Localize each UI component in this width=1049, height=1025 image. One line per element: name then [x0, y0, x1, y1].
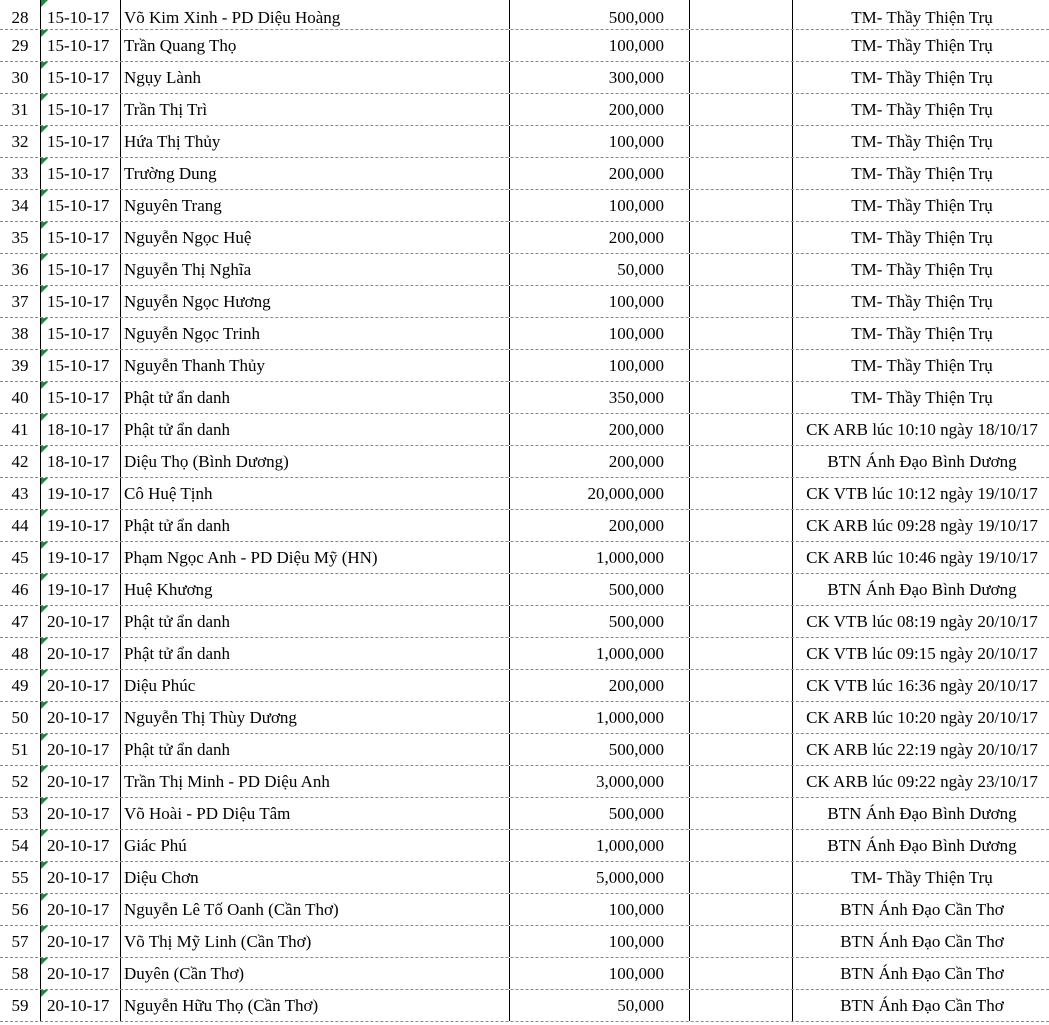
donor-name-cell[interactable]: Trần Quang Thọ — [121, 30, 510, 61]
donor-name-cell[interactable]: Diệu Phúc — [121, 670, 510, 701]
date-cell[interactable]: 20-10-17 — [41, 894, 121, 925]
cell-note-marker-icon — [41, 798, 48, 805]
cell-note-marker-icon — [41, 286, 48, 293]
cell-note-marker-icon — [41, 830, 48, 837]
table-row — [0, 30, 1049, 62]
date-cell[interactable]: 20-10-17 — [41, 798, 121, 829]
amount-cell[interactable]: 100,000 — [510, 318, 690, 349]
blank-cell[interactable] — [690, 254, 793, 285]
table-row — [0, 510, 1049, 542]
donor-name-cell[interactable]: Trần Thị Trì — [121, 94, 510, 125]
table-row — [0, 958, 1049, 990]
blank-cell[interactable] — [690, 158, 793, 189]
table-row — [0, 318, 1049, 350]
blank-cell[interactable] — [690, 862, 793, 893]
donor-name-cell[interactable]: Phạm Ngọc Anh - PD Diệu Mỹ (HN) — [121, 542, 510, 573]
amount-cell[interactable]: 200,000 — [510, 446, 690, 477]
row-number-cell[interactable]: 48 — [0, 638, 41, 669]
blank-cell[interactable] — [690, 926, 793, 957]
date-cell[interactable]: 15-10-17 — [41, 254, 121, 285]
row-number-cell[interactable]: 40 — [0, 382, 41, 413]
donor-name-cell[interactable]: Phật tử ẩn danh — [121, 510, 510, 541]
cell-note-marker-icon — [41, 542, 48, 549]
cell-note-marker-icon — [41, 990, 48, 997]
cell-note-marker-icon — [41, 0, 48, 7]
amount-cell[interactable]: 500,000 — [510, 0, 690, 29]
table-row — [0, 158, 1049, 190]
payment-note-cell[interactable]: TM- Thầy Thiện Trụ — [851, 36, 993, 55]
row-number-cell[interactable]: 31 — [0, 94, 41, 125]
donor-name-cell[interactable]: Phật tử ẩn danh — [121, 414, 510, 445]
amount-cell[interactable]: 350,000 — [510, 382, 690, 413]
amount-cell[interactable]: 1,000,000 — [510, 638, 690, 669]
payment-note-cell[interactable]: CK ARB lúc 22:19 ngày 20/10/17 — [806, 740, 1038, 759]
table-row — [0, 478, 1049, 510]
row-number-cell[interactable]: 43 — [0, 478, 41, 509]
blank-cell[interactable] — [690, 478, 793, 509]
donor-name-cell[interactable]: Trường Dung — [121, 158, 510, 189]
blank-cell[interactable] — [690, 286, 793, 317]
blank-cell[interactable] — [690, 734, 793, 765]
table-row — [0, 446, 1049, 478]
row-number-cell[interactable]: 33 — [0, 158, 41, 189]
donor-name-cell[interactable]: Hứa Thị Thủy — [121, 126, 510, 157]
table-row — [0, 126, 1049, 158]
cell-note-marker-icon — [41, 862, 48, 869]
table-row — [0, 734, 1049, 766]
row-number-cell[interactable]: 53 — [0, 798, 41, 829]
row-number-cell[interactable]: 38 — [0, 318, 41, 349]
amount-cell[interactable]: 3,000,000 — [510, 766, 690, 797]
payment-note-cell[interactable]: TM- Thầy Thiện Trụ — [851, 292, 993, 311]
donor-name-cell[interactable]: Diệu Chơn — [121, 862, 510, 893]
blank-cell[interactable] — [690, 638, 793, 669]
donor-name-cell[interactable]: Phật tử ẩn danh — [121, 606, 510, 637]
blank-cell[interactable] — [690, 62, 793, 93]
donor-name-cell[interactable]: Huệ Khương — [121, 574, 510, 605]
amount-cell[interactable]: 100,000 — [510, 30, 690, 61]
date-cell[interactable]: 15-10-17 — [41, 382, 121, 413]
amount-cell[interactable]: 200,000 — [510, 94, 690, 125]
date-cell[interactable]: 20-10-17 — [41, 670, 121, 701]
date-cell[interactable]: 15-10-17 — [41, 222, 121, 253]
donor-name-cell[interactable]: Phật tử ẩn danh — [121, 382, 510, 413]
row-number-cell[interactable]: 56 — [0, 894, 41, 925]
date-cell[interactable]: 15-10-17 — [41, 0, 121, 29]
table-row — [0, 254, 1049, 286]
row-number-cell[interactable]: 30 — [0, 62, 41, 93]
table-row — [0, 222, 1049, 254]
row-number-cell[interactable]: 37 — [0, 286, 41, 317]
cell-note-marker-icon — [41, 94, 48, 101]
donor-name-cell[interactable]: Trần Thị Minh - PD Diệu Anh — [121, 766, 510, 797]
row-number-cell[interactable]: 49 — [0, 670, 41, 701]
date-cell[interactable]: 20-10-17 — [41, 958, 121, 989]
payment-note-cell[interactable]: BTN Ánh Đạo Cần Thơ — [840, 996, 1004, 1015]
payment-note-cell[interactable]: CK VTB lúc 16:36 ngày 20/10/17 — [806, 676, 1038, 695]
blank-cell[interactable] — [690, 542, 793, 573]
blank-cell[interactable] — [690, 510, 793, 541]
blank-cell[interactable] — [690, 670, 793, 701]
cell-note-marker-icon — [41, 30, 48, 37]
amount-cell[interactable]: 1,000,000 — [510, 702, 690, 733]
cell-note-marker-icon — [41, 414, 48, 421]
date-cell[interactable]: 20-10-17 — [41, 862, 121, 893]
blank-cell[interactable] — [690, 606, 793, 637]
blank-cell[interactable] — [690, 894, 793, 925]
payment-note-cell[interactable]: BTN Ánh Đạo Cần Thơ — [840, 964, 1004, 983]
blank-cell[interactable] — [690, 574, 793, 605]
table-row — [0, 638, 1049, 670]
table-row — [0, 414, 1049, 446]
payment-note-cell[interactable]: TM- Thầy Thiện Trụ — [851, 388, 993, 407]
date-cell[interactable]: 15-10-17 — [41, 350, 121, 381]
blank-cell[interactable] — [690, 830, 793, 861]
date-cell[interactable]: 20-10-17 — [41, 734, 121, 765]
payment-note-cell[interactable]: BTN Ánh Đạo Bình Dương — [827, 836, 1017, 855]
cell-note-marker-icon — [41, 510, 48, 517]
row-number-cell[interactable]: 50 — [0, 702, 41, 733]
blank-cell[interactable] — [690, 30, 793, 61]
amount-cell[interactable]: 100,000 — [510, 350, 690, 381]
table-row — [0, 894, 1049, 926]
blank-cell[interactable] — [690, 414, 793, 445]
row-number-cell[interactable]: 39 — [0, 350, 41, 381]
donor-name-cell[interactable]: Cô Huệ Tịnh — [121, 478, 510, 509]
cell-note-marker-icon — [41, 318, 48, 325]
payment-note-cell[interactable]: TM- Thầy Thiện Trụ — [851, 100, 993, 119]
donor-name-cell[interactable]: Võ Kim Xinh - PD Diệu Hoàng — [121, 0, 510, 29]
donor-name-cell[interactable]: Ngụy Lành — [121, 62, 510, 93]
payment-note-cell[interactable]: CK ARB lúc 10:10 ngày 18/10/17 — [806, 420, 1038, 439]
date-cell[interactable]: 20-10-17 — [41, 830, 121, 861]
amount-cell[interactable]: 200,000 — [510, 222, 690, 253]
blank-cell[interactable] — [690, 990, 793, 1021]
blank-cell[interactable] — [690, 190, 793, 221]
payment-note-cell[interactable]: CK ARB lúc 09:28 ngày 19/10/17 — [806, 516, 1038, 535]
row-number-cell[interactable]: 55 — [0, 862, 41, 893]
table-row — [0, 286, 1049, 318]
payment-note-cell[interactable]: CK ARB lúc 10:46 ngày 19/10/17 — [806, 548, 1038, 567]
cell-note-marker-icon — [41, 670, 48, 677]
donor-name-cell[interactable]: Phật tử ẩn danh — [121, 734, 510, 765]
payment-note-cell[interactable]: CK VTB lúc 08:19 ngày 20/10/17 — [806, 612, 1038, 631]
cell-note-marker-icon — [41, 62, 48, 69]
cell-note-marker-icon — [41, 190, 48, 197]
date-cell[interactable]: 19-10-17 — [41, 510, 121, 541]
row-number-cell[interactable]: 52 — [0, 766, 41, 797]
date-cell[interactable]: 15-10-17 — [41, 94, 121, 125]
amount-cell[interactable]: 500,000 — [510, 606, 690, 637]
row-number-cell[interactable]: 46 — [0, 574, 41, 605]
amount-cell[interactable]: 100,000 — [510, 894, 690, 925]
table-row — [0, 574, 1049, 606]
blank-cell[interactable] — [690, 0, 793, 29]
amount-cell[interactable]: 200,000 — [510, 158, 690, 189]
payment-note-cell[interactable]: TM- Thầy Thiện Trụ — [851, 356, 993, 375]
blank-cell[interactable] — [690, 702, 793, 733]
payment-note-cell[interactable]: TM- Thầy Thiện Trụ — [851, 68, 993, 87]
cell-note-marker-icon — [41, 350, 48, 357]
payment-note-cell[interactable]: TM- Thầy Thiện Trụ — [851, 8, 993, 27]
amount-cell[interactable]: 100,000 — [510, 286, 690, 317]
amount-cell[interactable]: 500,000 — [510, 798, 690, 829]
donor-name-cell[interactable]: Nguyễn Thị Thùy Dương — [121, 702, 510, 733]
cell-note-marker-icon — [41, 254, 48, 261]
date-cell[interactable]: 15-10-17 — [41, 62, 121, 93]
payment-note-cell[interactable]: BTN Ánh Đạo Bình Dương — [827, 452, 1017, 471]
cell-note-marker-icon — [41, 574, 48, 581]
donor-name-cell[interactable]: Võ Hoài - PD Diệu Tâm — [121, 798, 510, 829]
amount-cell[interactable]: 20,000,000 — [510, 478, 690, 509]
cell-note-marker-icon — [41, 158, 48, 165]
cell-note-marker-icon — [41, 478, 48, 485]
row-number-cell[interactable]: 59 — [0, 990, 41, 1021]
donor-name-cell[interactable]: Võ Thị Mỹ Linh (Cần Thơ) — [121, 926, 510, 957]
donor-name-cell[interactable]: Duyên (Cần Thơ) — [121, 958, 510, 989]
cell-note-marker-icon — [41, 638, 48, 645]
amount-cell[interactable]: 1,000,000 — [510, 542, 690, 573]
row-number-cell[interactable]: 29 — [0, 30, 41, 61]
payment-note-cell[interactable]: BTN Ánh Đạo Bình Dương — [827, 580, 1017, 599]
payment-note-cell[interactable]: TM- Thầy Thiện Trụ — [851, 324, 993, 343]
row-number-cell[interactable]: 28 — [0, 0, 41, 29]
amount-cell[interactable]: 300,000 — [510, 62, 690, 93]
payment-note-cell[interactable]: CK VTB lúc 10:12 ngày 19/10/17 — [806, 484, 1038, 503]
date-cell[interactable]: 15-10-17 — [41, 126, 121, 157]
donor-name-cell[interactable]: Nguyễn Ngọc Hương — [121, 286, 510, 317]
cell-note-marker-icon — [41, 446, 48, 453]
cell-note-marker-icon — [41, 894, 48, 901]
donor-name-cell[interactable]: Nguyễn Ngọc Huệ — [121, 222, 510, 253]
blank-cell[interactable] — [690, 126, 793, 157]
table-row — [0, 670, 1049, 702]
payment-note-cell[interactable]: CK ARB lúc 10:20 ngày 20/10/17 — [806, 708, 1038, 727]
donor-name-cell[interactable]: Nguyễn Lê Tố Oanh (Cần Thơ) — [121, 894, 510, 925]
donor-name-cell[interactable]: Nguyễn Hữu Thọ (Cần Thơ) — [121, 990, 510, 1021]
amount-cell[interactable]: 200,000 — [510, 670, 690, 701]
date-cell[interactable]: 20-10-17 — [41, 766, 121, 797]
payment-note-cell[interactable]: BTN Ánh Đạo Cần Thơ — [840, 900, 1004, 919]
table-row — [0, 862, 1049, 894]
blank-cell[interactable] — [690, 766, 793, 797]
amount-cell[interactable]: 50,000 — [510, 254, 690, 285]
donor-name-cell[interactable]: Nguyễn Thanh Thủy — [121, 350, 510, 381]
payment-note-cell[interactable]: BTN Ánh Đạo Bình Dương — [827, 804, 1017, 823]
row-number-cell[interactable]: 45 — [0, 542, 41, 573]
date-cell[interactable]: 18-10-17 — [41, 414, 121, 445]
row-number-cell[interactable]: 36 — [0, 254, 41, 285]
row-number-cell[interactable]: 35 — [0, 222, 41, 253]
blank-cell[interactable] — [690, 350, 793, 381]
table-row — [0, 702, 1049, 734]
row-number-cell[interactable]: 42 — [0, 446, 41, 477]
amount-cell[interactable]: 200,000 — [510, 414, 690, 445]
table-row — [0, 62, 1049, 94]
payment-note-cell[interactable]: TM- Thầy Thiện Trụ — [851, 260, 993, 279]
date-cell[interactable]: 19-10-17 — [41, 542, 121, 573]
blank-cell[interactable] — [690, 382, 793, 413]
row-number-cell[interactable]: 54 — [0, 830, 41, 861]
cell-note-marker-icon — [41, 702, 48, 709]
table-row — [0, 382, 1049, 414]
table-row — [0, 350, 1049, 382]
blank-cell[interactable] — [690, 446, 793, 477]
row-number-cell[interactable]: 41 — [0, 414, 41, 445]
donor-name-cell[interactable]: Nguyễn Ngọc Trinh — [121, 318, 510, 349]
date-cell[interactable]: 15-10-17 — [41, 190, 121, 221]
table-row — [0, 798, 1049, 830]
date-cell[interactable]: 20-10-17 — [41, 638, 121, 669]
table-row — [0, 606, 1049, 638]
table-row — [0, 926, 1049, 958]
donor-name-cell[interactable]: Giác Phú — [121, 830, 510, 861]
blank-cell[interactable] — [690, 222, 793, 253]
row-number-cell[interactable]: 44 — [0, 510, 41, 541]
cell-note-marker-icon — [41, 382, 48, 389]
row-number-cell[interactable]: 58 — [0, 958, 41, 989]
table-row — [0, 830, 1049, 862]
amount-cell[interactable]: 500,000 — [510, 574, 690, 605]
amount-cell[interactable]: 100,000 — [510, 126, 690, 157]
date-cell[interactable]: 15-10-17 — [41, 158, 121, 189]
donor-name-cell[interactable]: Nguyên Trang — [121, 190, 510, 221]
blank-cell[interactable] — [690, 318, 793, 349]
payment-note-cell[interactable]: CK VTB lúc 09:15 ngày 20/10/17 — [806, 644, 1038, 663]
amount-cell[interactable]: 100,000 — [510, 926, 690, 957]
payment-note-cell[interactable]: TM- Thầy Thiện Trụ — [851, 132, 993, 151]
table-row — [0, 94, 1049, 126]
amount-cell[interactable]: 200,000 — [510, 510, 690, 541]
table-row — [0, 542, 1049, 574]
cell-note-marker-icon — [41, 926, 48, 933]
amount-cell[interactable]: 100,000 — [510, 190, 690, 221]
date-cell[interactable]: 15-10-17 — [41, 286, 121, 317]
table-row — [0, 990, 1049, 1022]
cell-note-marker-icon — [41, 766, 48, 773]
row-number-cell[interactable]: 32 — [0, 126, 41, 157]
amount-cell[interactable]: 1,000,000 — [510, 830, 690, 861]
cell-note-marker-icon — [41, 734, 48, 741]
row-number-cell[interactable]: 57 — [0, 926, 41, 957]
table-row — [0, 766, 1049, 798]
date-cell[interactable]: 15-10-17 — [41, 30, 121, 61]
payment-note-cell[interactable]: BTN Ánh Đạo Cần Thơ — [840, 932, 1004, 951]
row-number-cell[interactable]: 34 — [0, 190, 41, 221]
payment-note-cell[interactable]: TM- Thầy Thiện Trụ — [851, 228, 993, 247]
payment-note-cell[interactable]: TM- Thầy Thiện Trụ — [851, 196, 993, 215]
blank-cell[interactable] — [690, 94, 793, 125]
date-cell[interactable]: 19-10-17 — [41, 478, 121, 509]
date-cell[interactable]: 20-10-17 — [41, 702, 121, 733]
amount-cell[interactable]: 500,000 — [510, 734, 690, 765]
payment-note-cell[interactable]: CK ARB lúc 09:22 ngày 23/10/17 — [806, 772, 1038, 791]
date-cell[interactable]: 20-10-17 — [41, 926, 121, 957]
cell-note-marker-icon — [41, 126, 48, 133]
date-cell[interactable]: 20-10-17 — [41, 990, 121, 1021]
cell-note-marker-icon — [41, 222, 48, 229]
amount-cell[interactable]: 5,000,000 — [510, 862, 690, 893]
date-cell[interactable]: 15-10-17 — [41, 318, 121, 349]
date-cell[interactable]: 20-10-17 — [41, 606, 121, 637]
payment-note-cell[interactable]: TM- Thầy Thiện Trụ — [851, 868, 993, 887]
cell-note-marker-icon — [41, 958, 48, 965]
donor-name-cell[interactable]: Phật tử ẩn danh — [121, 638, 510, 669]
blank-cell[interactable] — [690, 798, 793, 829]
table-row — [0, 190, 1049, 222]
row-number-cell[interactable]: 47 — [0, 606, 41, 637]
amount-cell[interactable]: 100,000 — [510, 958, 690, 989]
date-cell[interactable]: 18-10-17 — [41, 446, 121, 477]
cell-note-marker-icon — [41, 606, 48, 613]
date-cell[interactable]: 19-10-17 — [41, 574, 121, 605]
amount-cell[interactable]: 50,000 — [510, 990, 690, 1021]
payment-note-cell[interactable]: TM- Thầy Thiện Trụ — [851, 164, 993, 183]
donor-name-cell[interactable]: Diệu Thọ (Bình Dương) — [121, 446, 510, 477]
donor-name-cell[interactable]: Nguyễn Thị Nghĩa — [121, 254, 510, 285]
blank-cell[interactable] — [690, 958, 793, 989]
table-row — [0, 0, 1049, 30]
row-number-cell[interactable]: 51 — [0, 734, 41, 765]
